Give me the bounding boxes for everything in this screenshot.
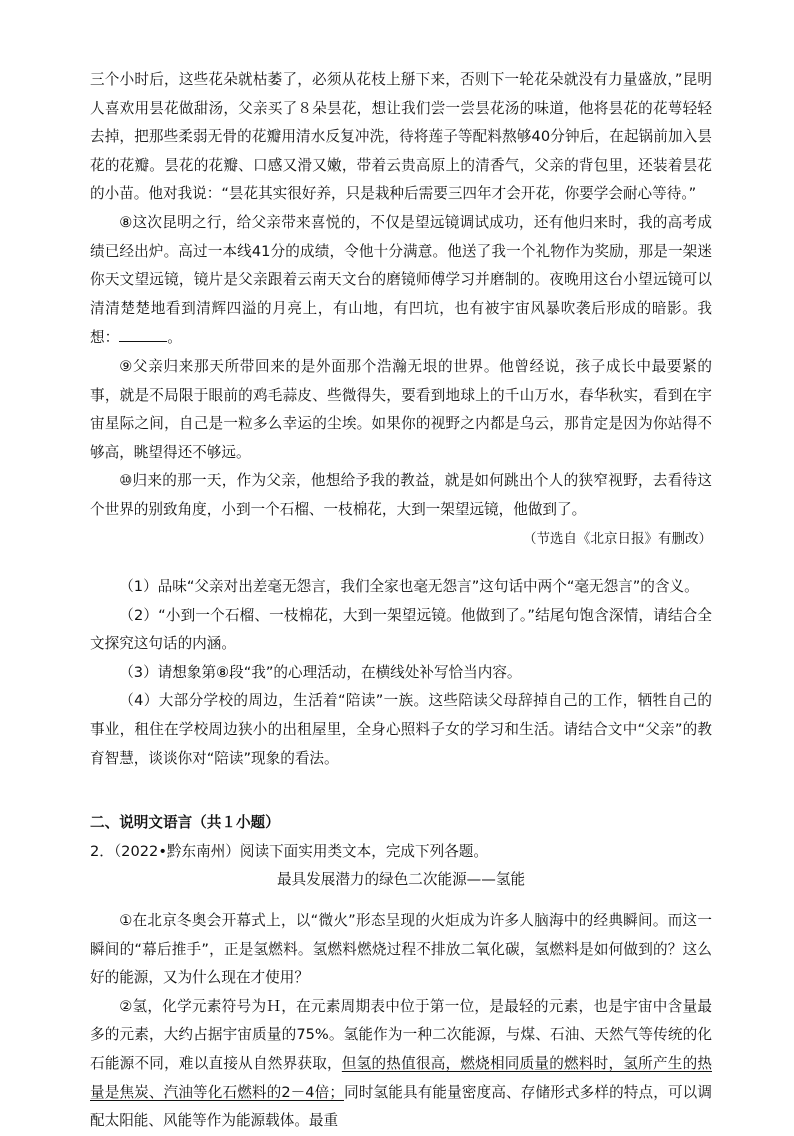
paragraph-10: ⑩归来的那一天，作为父亲，他想给予我的教益，就是如何跳出个人的狭窄视野，去看待这个世界的别致角度，小到一个石榴、一枝棉花，大到一架望远镜，他做到了。	[90, 472, 712, 518]
article-paragraph-1: ①在北京冬奥会开幕式上，以“微火”形态呈现的火炬成为许多人脑海中的经典瞬间。而这一瞬间的“幕后推手”，正是氢燃料。氢燃料燃烧过程不排放二氧化碳，氢燃料是如何做到的？这么好的能源，又为什么现在才使用？	[90, 912, 712, 987]
spacer	[90, 773, 712, 809]
answer-blank[interactable]	[119, 323, 167, 342]
paragraph-9: ⑨父亲归来那天所带回来的是外面那个浩瀚无垠的世界。他曾经说，孩子成长中最要紧的事，就是不局限于眼前的鸡毛蒜皮、些微得失，要看到地球上的千山万水，春华秋实，看到在宇宙星际之间，自己是一粒多么幸运的尘埃。如果你的视野之内都是乌云，那肯定是因为你站得不够高，眺望得还不够远。	[90, 357, 712, 461]
article-title: 最具发展潜力的绿色二次能源——氢能	[276, 871, 526, 889]
question-3: （3）请想象第⑧段“我”的心理活动，在横线处补写恰当内容。	[119, 663, 522, 681]
question-intro: 2．（2022•黔东南州）阅读下面实用类文本，完成下列各题。	[90, 842, 488, 860]
section-heading: 二、说明文语言（共１小题）	[90, 814, 280, 832]
paragraph-8	[90, 209, 712, 353]
underlined-sentence: 但氢的热值很高，燃烧相同质量的燃料时，氢所产生的热量是焦炭、汽油等化石燃料的2－4倍；	[90, 1055, 712, 1101]
paragraph-7-continued: 三个小时后，这些花朵就枯萎了，必须从花枝上掰下来，否则下一轮花朵就没有力量盛放，”昆明人喜欢用昙花做甜汤，父亲买了８朵昙花，想让我们尝一尝昙花汤的味道，他将昙花的花萼轻轻去掉，把那些柔弱无骨的花瓣用清水反复冲洗，待将莲子等配料熬够40分钟后，在起锅前加入昙花的花瓣。昙花的花瓣、口感又滑又嫩，带着云贵高原上的清香气，父亲的背包里，还装着昙花的小苗。他对我说：“昙花其实很好养，只是栽种后需要三四年才会开花，你要学会耐心等待。”	[90, 71, 712, 203]
paragraph-8-text: ⑧这次昆明之行，给父亲带来喜悦的，不仅是望远镜调试成功，还有他归来时，我的高考成绩已经出炉。高过一本线41分的成绩，令他十分满意。他送了我一个礼物作为奖励，那是一架迷你天文望远镜，镜片是父亲跟着云南天文台的磨镜师傅学习并磨制的。夜晚用这台小望远镜可以清清楚楚地看到清辉四溢的月亮上，有山地，有凹坑，也有被宇宙风暴吹袭后形成的暗影。我想：	[90, 213, 712, 347]
article-paragraph-2	[90, 993, 712, 1136]
question-2: （2）“小到一个石榴、一枝棉花，大到一架望远镜。他做到了。”结尾句饱含深情，请结合全文探究这句话的内涵。	[90, 606, 712, 653]
source-note: （节选自《北京日报》有删改）	[523, 530, 712, 547]
article-paragraph-2-rest: 同时氢能具有能量密度高、存储形式多样的特点，可以调配太阳能、风能等作为能源载体。最重	[90, 1083, 712, 1130]
question-4: （4）大部分学校的周边，生活着“陪读”一族。这些陪读父母辞掉自己的工作，牺牲自己的事业，租住在学校周边狭小的出租屋里，全身心照料子女的学习和生活。请结合文中“父亲”的教育智慧，谈谈你对“陪读”现象的看法。	[90, 692, 712, 767]
spacer	[90, 895, 712, 907]
article-paragraph-2-text: ②氢，化学元素符号为Ｈ，在元素周期表中位于第一位，是最轻的元素，也是宇宙中含量最多的元素，大约占据宇宙质量的75%。氢能作为一种二次能源，与煤、石油、天然气等传统的化石能源不同，难以直接从自然界获取，	[90, 997, 712, 1072]
spacer	[90, 553, 712, 573]
paragraph-8-end: 。	[167, 329, 182, 347]
question-1: （1）品味“父亲对出差毫无怨言，我们全家也毫无怨言”这句话中两个“毫无怨言”的含义。	[119, 578, 699, 596]
document-body	[90, 66, 712, 1136]
